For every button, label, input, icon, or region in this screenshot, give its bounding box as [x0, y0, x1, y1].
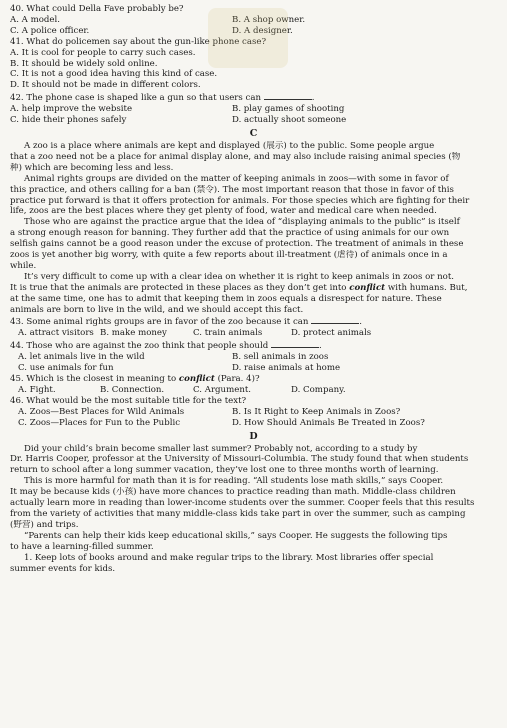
section-c-heading: C	[249, 127, 258, 139]
q41-option-d[interactable]: D. It should not be made in different colors.	[10, 80, 201, 91]
q45-option-c[interactable]: C. Argument.	[193, 384, 252, 395]
q44-option-b[interactable]: B. sell animals in zoos	[232, 352, 329, 363]
q44-option-c[interactable]: C. use animals for fun	[18, 363, 114, 374]
q45-option-b[interactable]: B. Connection.	[100, 384, 165, 395]
q43-option-a[interactable]: A. attract visitors	[18, 328, 94, 339]
q40-option-c[interactable]: C. A police officer.	[10, 25, 90, 36]
q41-option-b[interactable]: B. It should be widely sold online.	[10, 58, 158, 69]
passage-c-line: that a zoo need not be a place for animal display alone, and may also include raising animal species (物	[10, 151, 461, 162]
passage-c-line: Animal rights groups are divided on the matter of keeping animals in zoos—with some in favor of	[24, 173, 449, 184]
passage-d-line: This is more harmful for math than it is for reading. “All students lose math skills,” says Cooper.	[24, 476, 444, 487]
passage-c-line: animals are born to live in the wild, and we should accept this fact.	[10, 304, 304, 315]
q40-option-a[interactable]: A. A model.	[10, 14, 60, 25]
q46-options-row2	[10, 418, 497, 429]
q45-stem	[10, 374, 497, 385]
passage-c-line: It’s very difficult to come up with a clear idea on whether it is right to keep animals in zoos or not.	[24, 271, 455, 282]
q45-option-d[interactable]: D. Company.	[291, 384, 346, 395]
q46-options-row1	[10, 407, 497, 418]
passage-d-line: summer events for kids.	[10, 563, 116, 574]
q43-option-d[interactable]: D. protect animals	[291, 328, 372, 339]
q42-stem-text: 42. The phone case is shaped like a gun so that users can	[10, 93, 262, 104]
q42-stem: 42. The phone case is shaped like a gun so that users can .	[10, 93, 315, 104]
passage-d	[10, 444, 497, 575]
q44-options-row2	[10, 363, 497, 374]
passage-d-line: to have a learning-filled summer.	[10, 541, 154, 552]
q40-option-d[interactable]: D. A designer.	[232, 25, 293, 36]
q42-option-a[interactable]: A. help improve the website	[10, 104, 133, 115]
q40-option-b[interactable]: B. A shop owner.	[232, 14, 306, 25]
q41-option-a[interactable]: A. It is cool for people to carry such cases.	[10, 47, 196, 58]
q42-option-c[interactable]: C. hide their phones safely	[10, 115, 127, 126]
passage-c-line: practice put forward is that it offers protection for animals. For those species which are fighting for their	[10, 195, 470, 206]
passage-c-line: 种) which are becoming less and less.	[10, 162, 174, 173]
passage-c-line: a strong enough reason for banning. They further add that the practice of using animals for our own	[10, 228, 450, 239]
passage-d-line: from the variety of activities that many middle-class kids take part in over the summer, such as camping	[10, 508, 466, 519]
q41-stem: 41. What do policemen say about the gun-like phone case?	[10, 36, 267, 47]
q45-option-a[interactable]: A. Fight.	[18, 384, 56, 395]
q43-option-b[interactable]: B. make money	[100, 328, 167, 339]
passage-d-line: (野营) and trips.	[10, 519, 79, 530]
answer-blank	[271, 339, 319, 348]
section-d-heading: D	[249, 430, 258, 442]
passage-c-line: selfish gains cannot be a good reason under the excuse of protection. The treatment of animals in these	[10, 239, 464, 250]
passage-d-line: return to school after a long summer vacation, they’ve lost one to three months worth of learning.	[10, 465, 439, 476]
passage-c-line: life, zoos are the best places where they get plenty of food, water and medical care when needed.	[10, 206, 437, 217]
passage-d-line: actually learn more in reading than lower-income students over the summer. Cooper feels that this results	[10, 498, 475, 509]
q46-stem: 46. What would be the most suitable title for the text?	[10, 395, 247, 406]
q43-stem-text: 43. Some animal rights groups are in favor of the zoo because it can	[10, 317, 309, 328]
q44-options-row1	[10, 352, 497, 363]
passage-c-line: Those who are against the practice argue that the idea of “displaying animals to the public” is itself	[24, 217, 460, 228]
q45-stem-post: (Para. 4)?	[214, 374, 260, 384]
q45-stem-pre: 45. Which is the closest in meaning to	[10, 374, 179, 384]
q42-options-row2	[10, 115, 497, 126]
answer-blank	[311, 315, 359, 324]
q43-stem: 43. Some animal rights groups are in favor of the zoo because it can .	[10, 317, 362, 328]
passage-c	[10, 141, 497, 316]
passage-c-line: It is true that the animals are protected in these places as they don’t get into conflict with humans. But,	[10, 282, 468, 293]
passage-d-line: Did your child’s brain become smaller last summer? Probably not, according to a study by	[24, 443, 418, 454]
q43-options	[10, 328, 497, 339]
q46-option-b[interactable]: B. Is It Right to Keep Animals in Zoos?	[232, 406, 401, 417]
passage-c-line: A zoo is a place where animals are kept and displayed (展示) to the public. Some people argue	[24, 140, 435, 151]
q44-stem-text: 44. Those who are against the zoo think that people should	[10, 341, 269, 352]
q44-option-a[interactable]: A. let animals live in the wild	[18, 352, 145, 363]
passage-d-line: Dr. Harris Cooper, professor at the University of Missouri-Columbia. The study found that when students	[10, 454, 469, 465]
passage-c-line: zoos is yet another big worry, with quite a few reports about ill-treatment (虐待) of animals once in a	[10, 250, 448, 261]
passage-c-line: this practice, and others calling for a ban (禁令). The most important reason that those in favor of this	[10, 184, 454, 195]
q40-stem: 40. What could Della Fave probably be?	[10, 4, 184, 14]
q46-option-d[interactable]: D. How Should Animals Be Treated in Zoos?	[232, 417, 425, 428]
q45-keyword: conflict	[178, 374, 215, 384]
q42-option-b[interactable]: B. play games of shooting	[232, 104, 345, 115]
watermark-logo	[208, 8, 288, 68]
answer-blank	[264, 91, 312, 100]
q43-option-c[interactable]: C. train animals	[193, 328, 263, 339]
q46-option-c[interactable]: C. Zoos—Places for Fun to the Public	[18, 417, 181, 428]
q46-option-a[interactable]: A. Zoos—Best Places for Wild Animals	[18, 406, 185, 417]
passage-d-line: It may be because kids (小孩) have more chances to practice reading than math. Middle-class children	[10, 487, 456, 498]
passage-d-line: 1. Keep lots of books around and make regular trips to the library. Most libraries offer special	[24, 552, 434, 563]
q42-option-d[interactable]: D. actually shoot someone	[232, 115, 347, 126]
q41-option-c[interactable]: C. It is not a good idea having this kind of case.	[10, 69, 218, 80]
q42-options-row1	[10, 104, 497, 115]
passage-c-line: at the same time, one has to admit that keeping them in zoos equals a disrespect for nature. These	[10, 293, 442, 304]
passage-d-line: “Parents can help their kids keep educational skills,” says Cooper. He suggests the following tips	[24, 530, 448, 541]
q44-option-d[interactable]: D. raise animals at home	[232, 363, 341, 374]
q45-options	[10, 385, 497, 396]
q44-stem: 44. Those who are against the zoo think that people should .	[10, 341, 322, 352]
passage-c-line: while.	[10, 260, 37, 271]
